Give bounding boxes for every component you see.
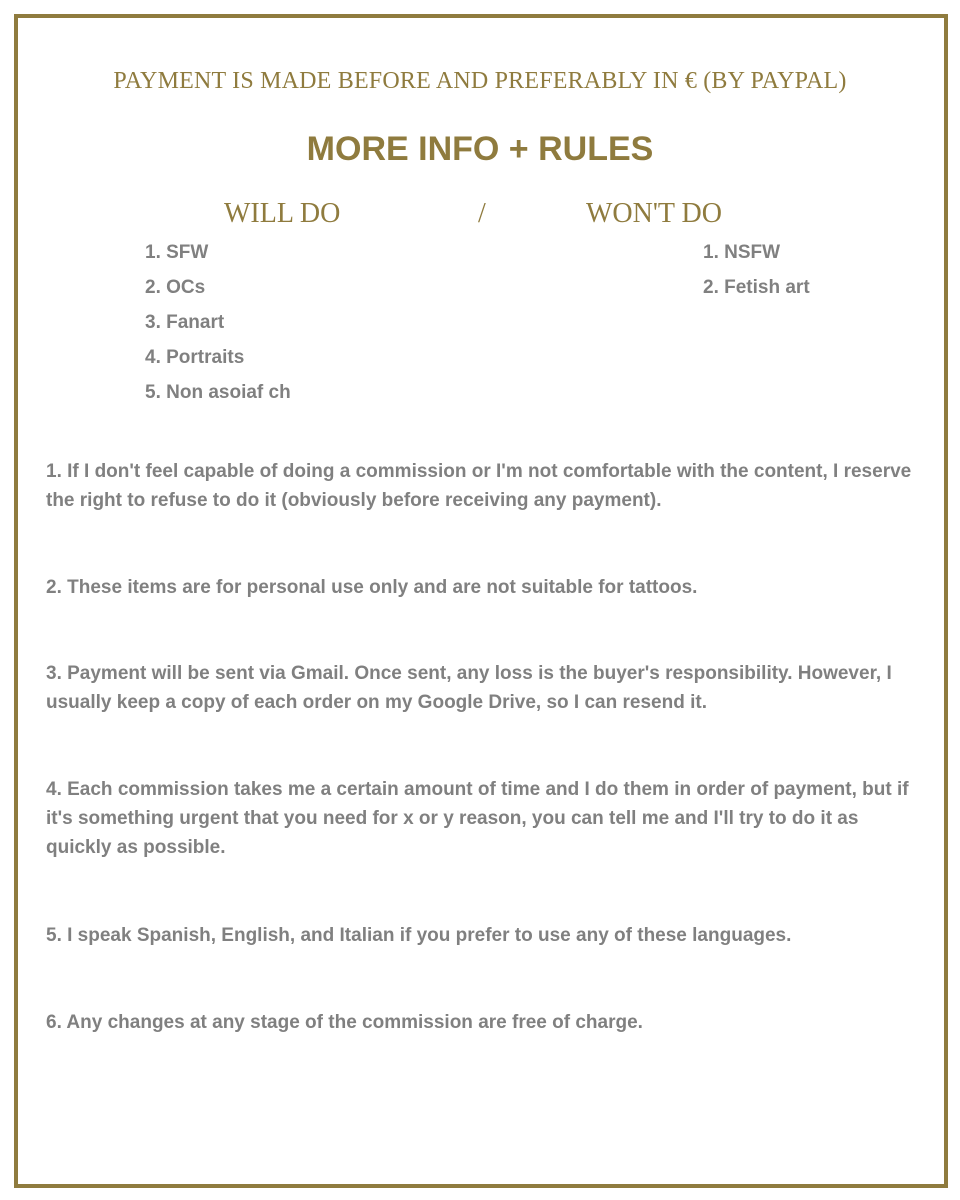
will-do-item: 4. Portraits <box>145 347 245 368</box>
rule-paragraph: 3. Payment will be sent via Gmail. Once sent, any loss is the buyer's responsibility. However, I usually keep a copy of each order on my Google Drive, so I can resend it. <box>46 663 892 713</box>
rule-paragraph: 2. These items are for personal use only and are not suitable for tattoos. <box>46 577 698 598</box>
rule-paragraph: 6. Any changes at any stage of the commission are free of charge. <box>46 1012 643 1033</box>
column-separator: / <box>478 198 486 229</box>
rule-paragraph: 5. I speak Spanish, English, and Italian if you prefer to use any of these languages. <box>46 925 792 946</box>
will-do-item: 1. SFW <box>145 242 209 263</box>
will-do-item: 2. OCs <box>145 277 206 298</box>
will-do-list <box>145 241 291 416</box>
rule-paragraph: 4. Each commission takes me a certain amount of time and I do them in order of payment, but if it's something urgent that you need for x or y reason, you can tell me and I'll try to do it as quickly as possible. <box>46 779 909 858</box>
rule-paragraph: 1. If I don't feel capable of doing a commission or I'm not comfortable with the content, I reserve the right to refuse to do it (obviously before receiving any payment). <box>46 461 912 511</box>
wont-do-list <box>703 241 810 311</box>
section-title: MORE INFO + RULES <box>306 130 654 168</box>
will-do-item: 5. Non asoiaf ch <box>145 382 291 403</box>
wont-do-item: 1. NSFW <box>703 242 781 263</box>
will-do-item: 3. Fanart <box>145 312 225 333</box>
will-do-heading: WILL DO <box>224 198 341 229</box>
wont-do-item: 2. Fetish art <box>703 277 810 298</box>
payment-note: PAYMENT IS MADE BEFORE AND PREFERABLY IN € (BY PAYPAL) <box>113 68 847 94</box>
wont-do-heading: WON'T DO <box>586 198 722 229</box>
